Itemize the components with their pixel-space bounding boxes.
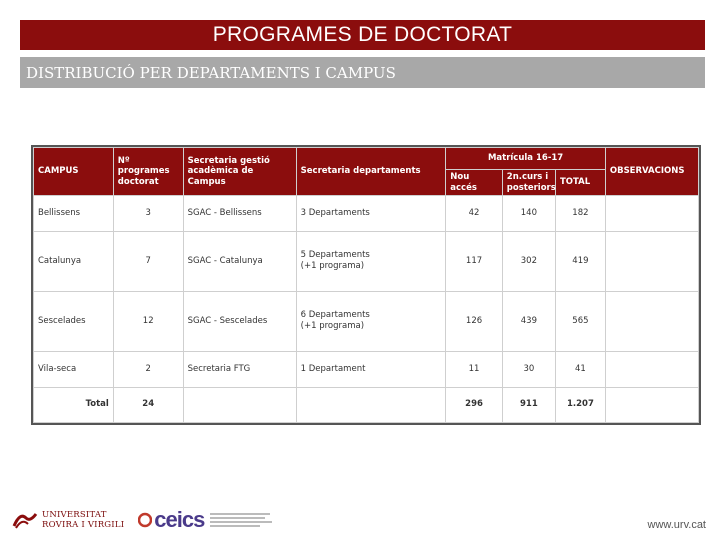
cell-programes: 12: [113, 291, 183, 351]
cell-observacions: [605, 196, 698, 231]
footer-logos: [12, 505, 272, 535]
ceics-logo: [138, 507, 272, 533]
cell-total-label: Total: [34, 387, 114, 423]
cell-programes: 7: [113, 231, 183, 291]
cell-total-posteriors: 911: [502, 387, 555, 423]
cell-programes: 3: [113, 196, 183, 231]
cell-campus: Catalunya: [34, 231, 114, 291]
cell-posteriors: 140: [502, 196, 555, 231]
cell-total-programes: 24: [113, 387, 183, 423]
cell-observacions: [605, 231, 698, 291]
cell-total: 41: [555, 352, 605, 387]
cell-total-nou-acces: 296: [446, 387, 503, 423]
header-cursos-posteriors: 2n.curs i posteriors: [502, 170, 555, 196]
cell-nou-acces: 42: [446, 196, 503, 231]
ceics-wordmark: ceics: [154, 507, 205, 532]
cell-total: 419: [555, 231, 605, 291]
page-title: PROGRAMES DE DOCTORAT: [212, 23, 513, 46]
header-total: TOTAL: [555, 170, 605, 196]
ceics-swirl-icon: [138, 510, 152, 530]
cell-departaments: 1 Departament: [296, 352, 446, 387]
header-secretaria-departaments: Secretaria departaments: [296, 148, 446, 196]
page-subtitle: DISTRIBUCIÓ PER DEPARTAMENTS I CAMPUS: [26, 63, 396, 82]
table-row: [34, 231, 699, 291]
header-matricula: Matrícula 16-17: [446, 148, 606, 170]
cell-empty: [183, 387, 296, 423]
table-row: [34, 352, 699, 387]
table-row: [34, 291, 699, 351]
cell-programes: 2: [113, 352, 183, 387]
header-num-programes: Nº programes doctorat: [113, 148, 183, 196]
cell-departaments: 5 Departaments (+1 programa): [296, 231, 446, 291]
cell-empty: [296, 387, 446, 423]
site-url[interactable]: www.urv.cat: [647, 519, 706, 531]
cell-total: 182: [555, 196, 605, 231]
cell-secretaria: SGAC - Sescelades: [183, 291, 296, 351]
cell-posteriors: 30: [502, 352, 555, 387]
header-secretaria-gestio: Secretaria gestió acadèmica de Campus: [183, 148, 296, 196]
urv-emblem-icon: [12, 510, 38, 530]
cell-posteriors: 302: [502, 231, 555, 291]
cell-nou-acces: 117: [446, 231, 503, 291]
cell-posteriors: 439: [502, 291, 555, 351]
cell-secretaria: Secretaria FTG: [183, 352, 296, 387]
header-observacions: OBSERVACIONS: [605, 148, 698, 196]
cell-campus: Vila-seca: [34, 352, 114, 387]
cell-secretaria: SGAC - Catalunya: [183, 231, 296, 291]
cell-grand-total: 1.207: [555, 387, 605, 423]
totals-row: [34, 387, 699, 423]
ceics-fine-print: [210, 513, 272, 527]
urv-wordmark: UNIVERSITAT ROVIRA I VIRGILI: [42, 509, 125, 530]
cell-empty: [605, 387, 698, 423]
cell-departaments: 6 Departaments (+1 programa): [296, 291, 446, 351]
cell-secretaria: SGAC - Bellissens: [183, 196, 296, 231]
table-row: [34, 196, 699, 231]
page-subtitle-bar: [20, 57, 705, 88]
cell-observacions: [605, 352, 698, 387]
urv-logo: [12, 510, 124, 530]
cell-campus: Bellissens: [34, 196, 114, 231]
data-table: [33, 147, 699, 423]
cell-campus: Sescelades: [34, 291, 114, 351]
cell-observacions: [605, 291, 698, 351]
cell-nou-acces: 11: [446, 352, 503, 387]
page-title-bar: [20, 20, 705, 50]
doctorate-distribution-table: [31, 145, 701, 425]
cell-total: 565: [555, 291, 605, 351]
cell-nou-acces: 126: [446, 291, 503, 351]
header-nou-acces: Nou accés: [446, 170, 503, 196]
cell-departaments: 3 Departaments: [296, 196, 446, 231]
header-campus: CAMPUS: [34, 148, 114, 196]
